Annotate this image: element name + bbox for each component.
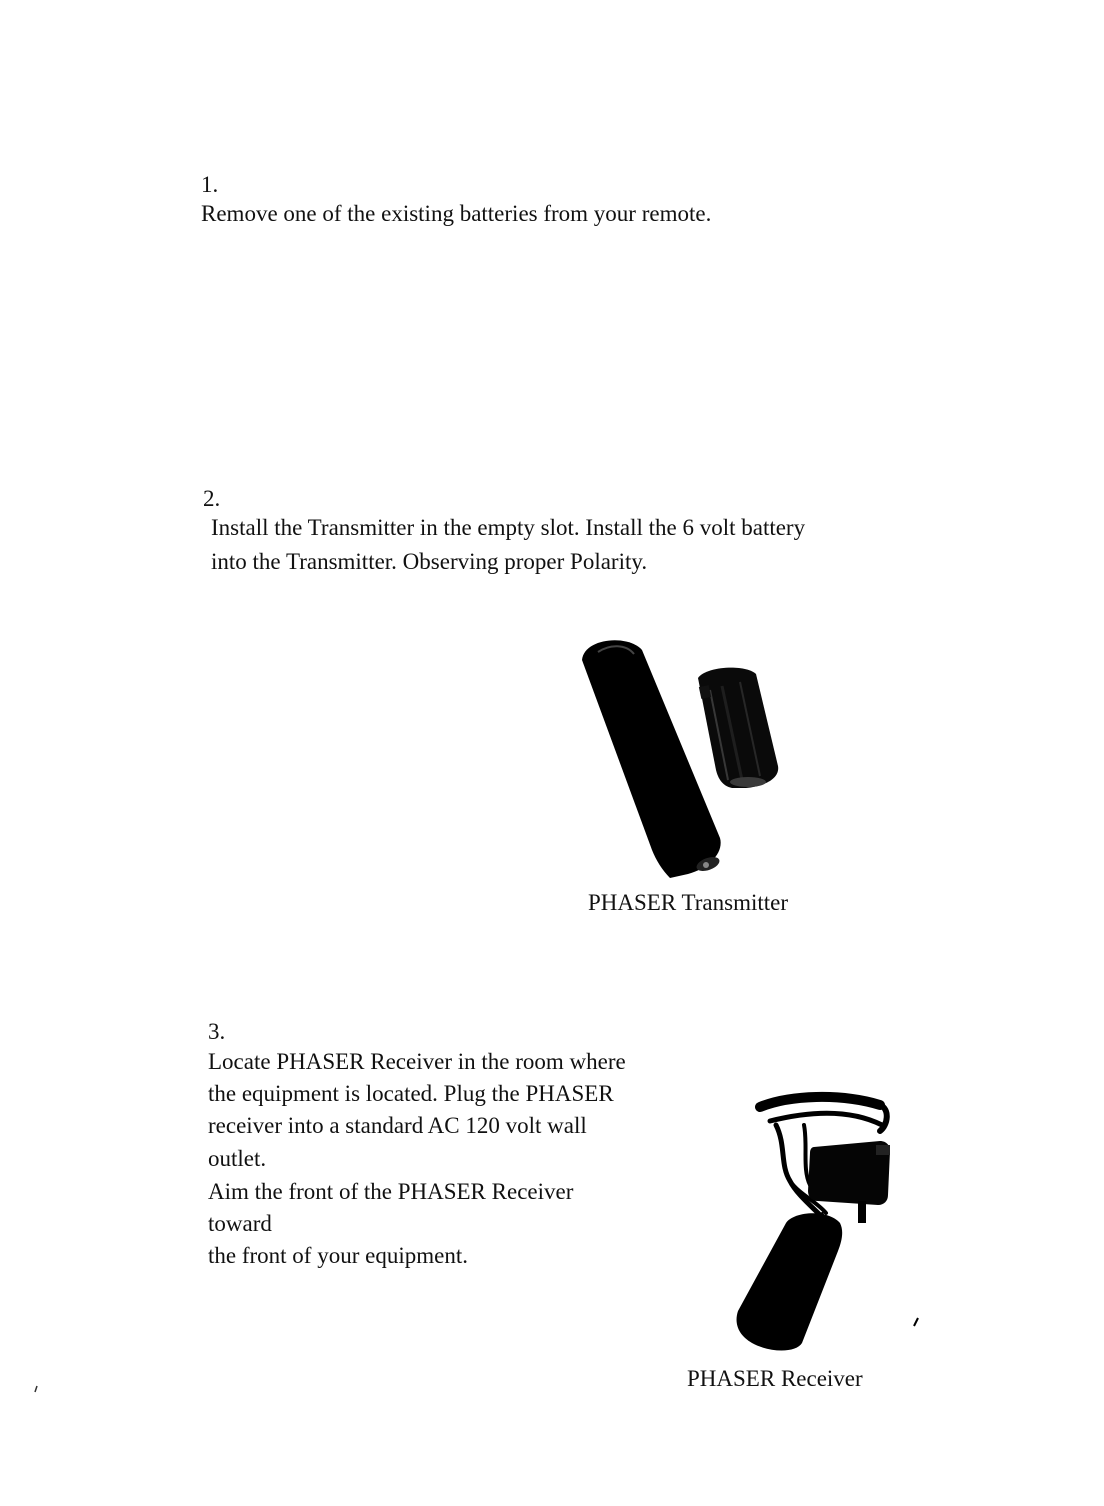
step-2-number: 2. [203, 486, 221, 511]
receiver-caption: PHASER Receiver [687, 1366, 863, 1391]
step-1-number: 1. [201, 172, 219, 197]
step-3-text-line-5: Aim the front of the PHASER Receiver [208, 1179, 574, 1204]
step-3-text-line-4: outlet. [208, 1146, 267, 1171]
transmitter-photo [570, 630, 800, 890]
receiver-photo [730, 1085, 905, 1355]
step-3-text-line-2: the equipment is located. Plug the PHASER [208, 1081, 614, 1106]
scan-speck [33, 1384, 39, 1394]
step-3-text-line-7: the front of your equipment. [208, 1243, 468, 1268]
step-2-text-line-1: Install the Transmitter in the empty slot. Install the 6 volt battery [211, 515, 806, 540]
power-adapter [808, 1141, 890, 1223]
step-3-text-line-6: toward [208, 1211, 272, 1236]
transmitter-caption: PHASER Transmitter [588, 890, 789, 915]
step-3-text-line-3: receiver into a standard AC 120 volt wall [208, 1113, 587, 1138]
step-2-text-line-2: into the Transmitter. Observing proper Polarity. [211, 549, 648, 574]
step-3-number: 3. [208, 1019, 226, 1044]
step-3-text-line-1: Locate PHASER Receiver in the room where [208, 1049, 626, 1074]
step-1-text: Remove one of the existing batteries from your remote. [201, 201, 712, 226]
battery [698, 668, 778, 788]
scan-speck [912, 1316, 920, 1328]
receiver-body [737, 1213, 843, 1351]
